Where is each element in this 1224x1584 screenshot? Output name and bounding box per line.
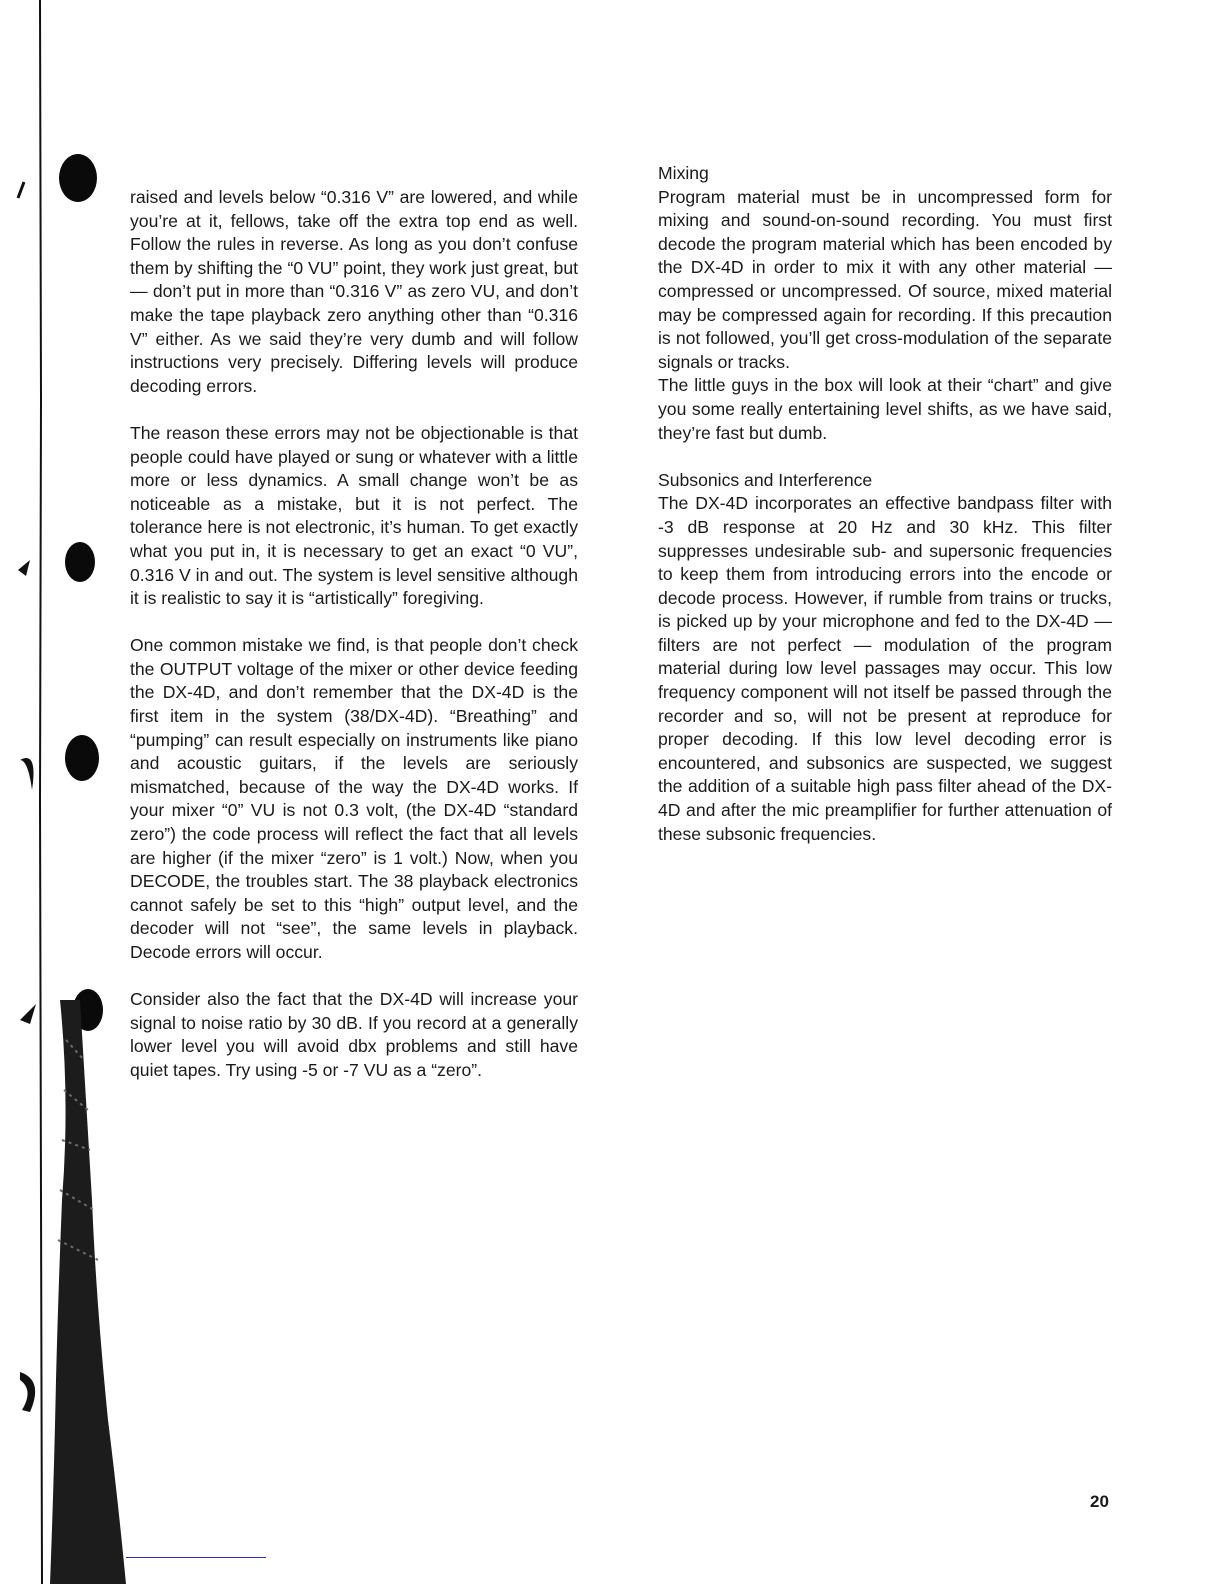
edge-mark <box>20 758 34 790</box>
paragraph: raised and levels below “0.316 V” are lowered, and while you’re at it, fellows, take off the extra top end as well. Follow the rules in reverse. As long as you don’t confuse them by shifting the “0 VU” point, they work just great, but — don’t put in more than “0.316 V” as zero VU, and don’t make the tape playback zero anything other than “0.316 V” either. As we said they’re very dumb and will follow instructions very precisely. Differing levels will produce decoding errors. <box>130 187 578 396</box>
binder-hole <box>65 542 95 582</box>
binding-shadow <box>50 1000 126 1584</box>
right-column <box>658 162 1112 846</box>
edge-mark <box>18 560 30 576</box>
section-heading-mixing: Mixing <box>658 163 709 183</box>
edge-mark <box>18 182 24 198</box>
paragraph: One common mistake we find, is that people don’t check the OUTPUT voltage of the mixer or other device feeding the DX-4D, and don’t remember that the DX-4D is the first item in the system (38/DX-4D). “Breathing” and “pumping” can result especially on instruments like piano and acoustic guitars, if the levels are seriously mismatched, because of the way the DX-4D works. If your mixer “0” VU is not 0.3 volt, (the DX-4D “standard zero”) the code process will reflect the fact that all levels are higher (if the mixer “zero” is 1 volt.) Now, when you DECODE, the troubles start. The 38 playback electronics cannot safely be set to this “high” output level, and the decoder will not “see”, the same levels in playback. Decode errors will occur. <box>130 635 578 962</box>
binder-hole <box>65 735 99 781</box>
bottom-rule <box>126 1557 266 1558</box>
page-number: 20 <box>1090 1492 1109 1511</box>
left-column <box>130 186 578 1083</box>
paragraph: The little guys in the box will look at their “chart” and give you some really entertaining level shifts, as we have said, they’re fast but dumb. <box>658 375 1112 443</box>
paragraph: Consider also the fact that the DX-4D will increase your signal to noise ratio by 30 dB. If you record at a generally lower level you will avoid dbx problems and still have quiet tapes. Try using -5 or -7 VU as a “zero”. <box>130 989 578 1080</box>
section-heading-subsonics: Subsonics and Interference <box>658 469 873 490</box>
paragraph: The DX-4D incorporates an effective bandpass filter with -3 dB response at 20 Hz and 30 kHz. This filter suppresses undesirable sub- and supersonic frequencies to keep them from introducing errors into the encode or decode process. However, if rumble from trains or trucks, is picked up by your microphone and fed to the DX-4D — filters are not perfect — modulation of the program material during low level passages may occur. This low frequency component will not itself be passed through the recorder and so, will not be present at reproduce for proper decoding. If this low level decoding error is encountered, and subsonics are suspected, we suggest the addition of a suitable high pass filter ahead of the DX-4D and after the mic preamplifier for further attenuation of these subsonic frequencies. <box>658 493 1112 844</box>
binding-edge <box>0 0 130 1584</box>
edge-mark <box>20 1372 35 1412</box>
spine-line <box>40 0 42 1584</box>
paragraph: Program material must be in uncompressed form for mixing and sound-on-sound recording. You must first decode the program material which has been encoded by the DX-4D in order to mix it with any other material — compressed or uncompressed. Of source, mixed material may be compressed again for recording. If this precaution is not followed, you’ll get cross-modulation of the separate signals or tracks. <box>658 186 1112 372</box>
edge-mark <box>20 1004 36 1024</box>
binder-hole <box>59 154 97 202</box>
paragraph: The reason these errors may not be objectionable is that people could have played or sung or whatever with a little more or less dynamics. A small change won’t be as noticeable as a mistake, but it is not perfect. The tolerance here is not electronic, it’s human. To get exactly what you put in, it is necessary to get an exact “0 VU”, 0.316 V in and out. The system is level sensitive although it is realistic to say it is “artistically” foregiving. <box>130 422 578 609</box>
